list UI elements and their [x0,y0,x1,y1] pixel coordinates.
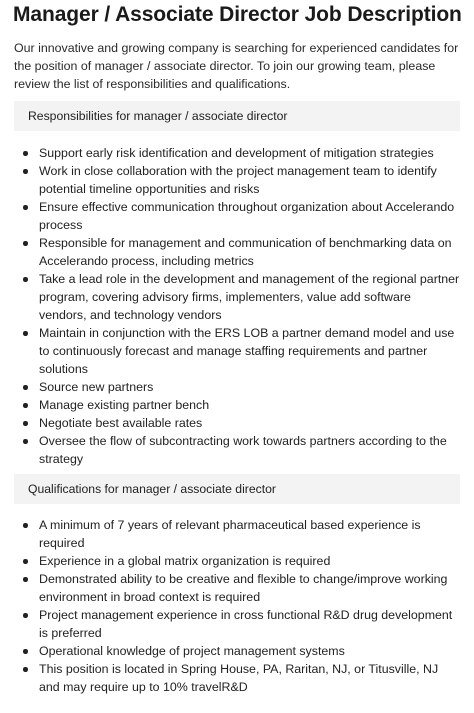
bullet-icon [23,205,28,210]
list-item-text: Oversee the flow of subcontracting work towards partners according to the strategy [39,434,447,466]
list-item [21,378,461,396]
list-item [21,642,461,660]
list-item [21,270,461,324]
bullet-icon [23,523,28,528]
list-item [21,516,461,552]
intro-paragraph: Our innovative and growing company is searching for experienced candidates for the position of manager / associate director. To join our growing team, please review the list of responsibilities and qualifications. [14,41,459,91]
bullet-icon [23,385,28,390]
qualifications-heading: Qualifications for manager / associate director [14,474,460,504]
bullet-icon [23,439,28,444]
responsibilities-heading: Responsibilities for manager / associate director [14,101,460,131]
list-item [21,414,461,432]
bullet-icon [23,421,28,426]
bullet-icon [23,331,28,336]
bullet-icon [23,559,28,564]
list-item-text: Operational knowledge of project management systems [39,644,345,658]
list-item [21,324,461,378]
bullet-icon [23,577,28,582]
bullet-icon [23,277,28,282]
list-item-text: Project management experience in cross functional R&D drug development is preferred [39,608,453,640]
list-item [21,396,461,414]
list-item [21,198,461,234]
list-item-text: A minimum of 7 years of relevant pharmaceutical based experience is required [39,518,421,550]
bullet-icon [23,151,28,156]
list-item-text: Manage existing partner bench [39,398,210,412]
list-item-text: Maintain in conjunction with the ERS LOB a partner demand model and use to continuously forecast and manage staffing requirements and partner solutions [39,326,455,376]
list-item-text: Work in close collaboration with the project management team to identify potential timeline opportunities and risks [39,164,437,196]
list-item [21,606,461,642]
bullet-icon [23,649,28,654]
list-item-text: This position is located in Spring House, PA, Raritan, NJ, or Titusville, NJ and may require up to 10% travelR&D [39,662,439,694]
list-item-text: Negotiate best available rates [39,416,203,430]
list-item-text: Take a lead role in the development and management of the regional partner program, covering advisory firms, implementers, value add software vendors, and technology vendors [39,272,460,322]
responsibilities-list [21,144,461,468]
list-item [21,570,461,606]
list-item [21,144,461,162]
bullet-icon [23,613,28,618]
list-item [21,234,461,270]
list-item-text: Experience in a global matrix organization is required [39,554,331,568]
list-item-text: Ensure effective communication throughout organization about Accelerando process [39,200,455,232]
list-item-text: Responsible for management and communication of benchmarking data on Accelerando process, including metrics [39,236,452,268]
list-item-text: Demonstrated ability to be creative and flexible to change/improve working environment in broad context is required [39,572,448,604]
list-item-text: Support early risk identification and development of mitigation strategies [39,146,434,160]
bullet-icon [23,241,28,246]
list-item-text: Source new partners [39,380,154,394]
list-item [21,552,461,570]
bullet-icon [23,403,28,408]
bullet-icon [23,667,28,672]
list-item [21,162,461,198]
page-title: Manager / Associate Director Job Description [13,3,462,26]
bullet-icon [23,169,28,174]
list-item [21,432,461,468]
qualifications-list [21,516,461,696]
list-item [21,660,461,696]
